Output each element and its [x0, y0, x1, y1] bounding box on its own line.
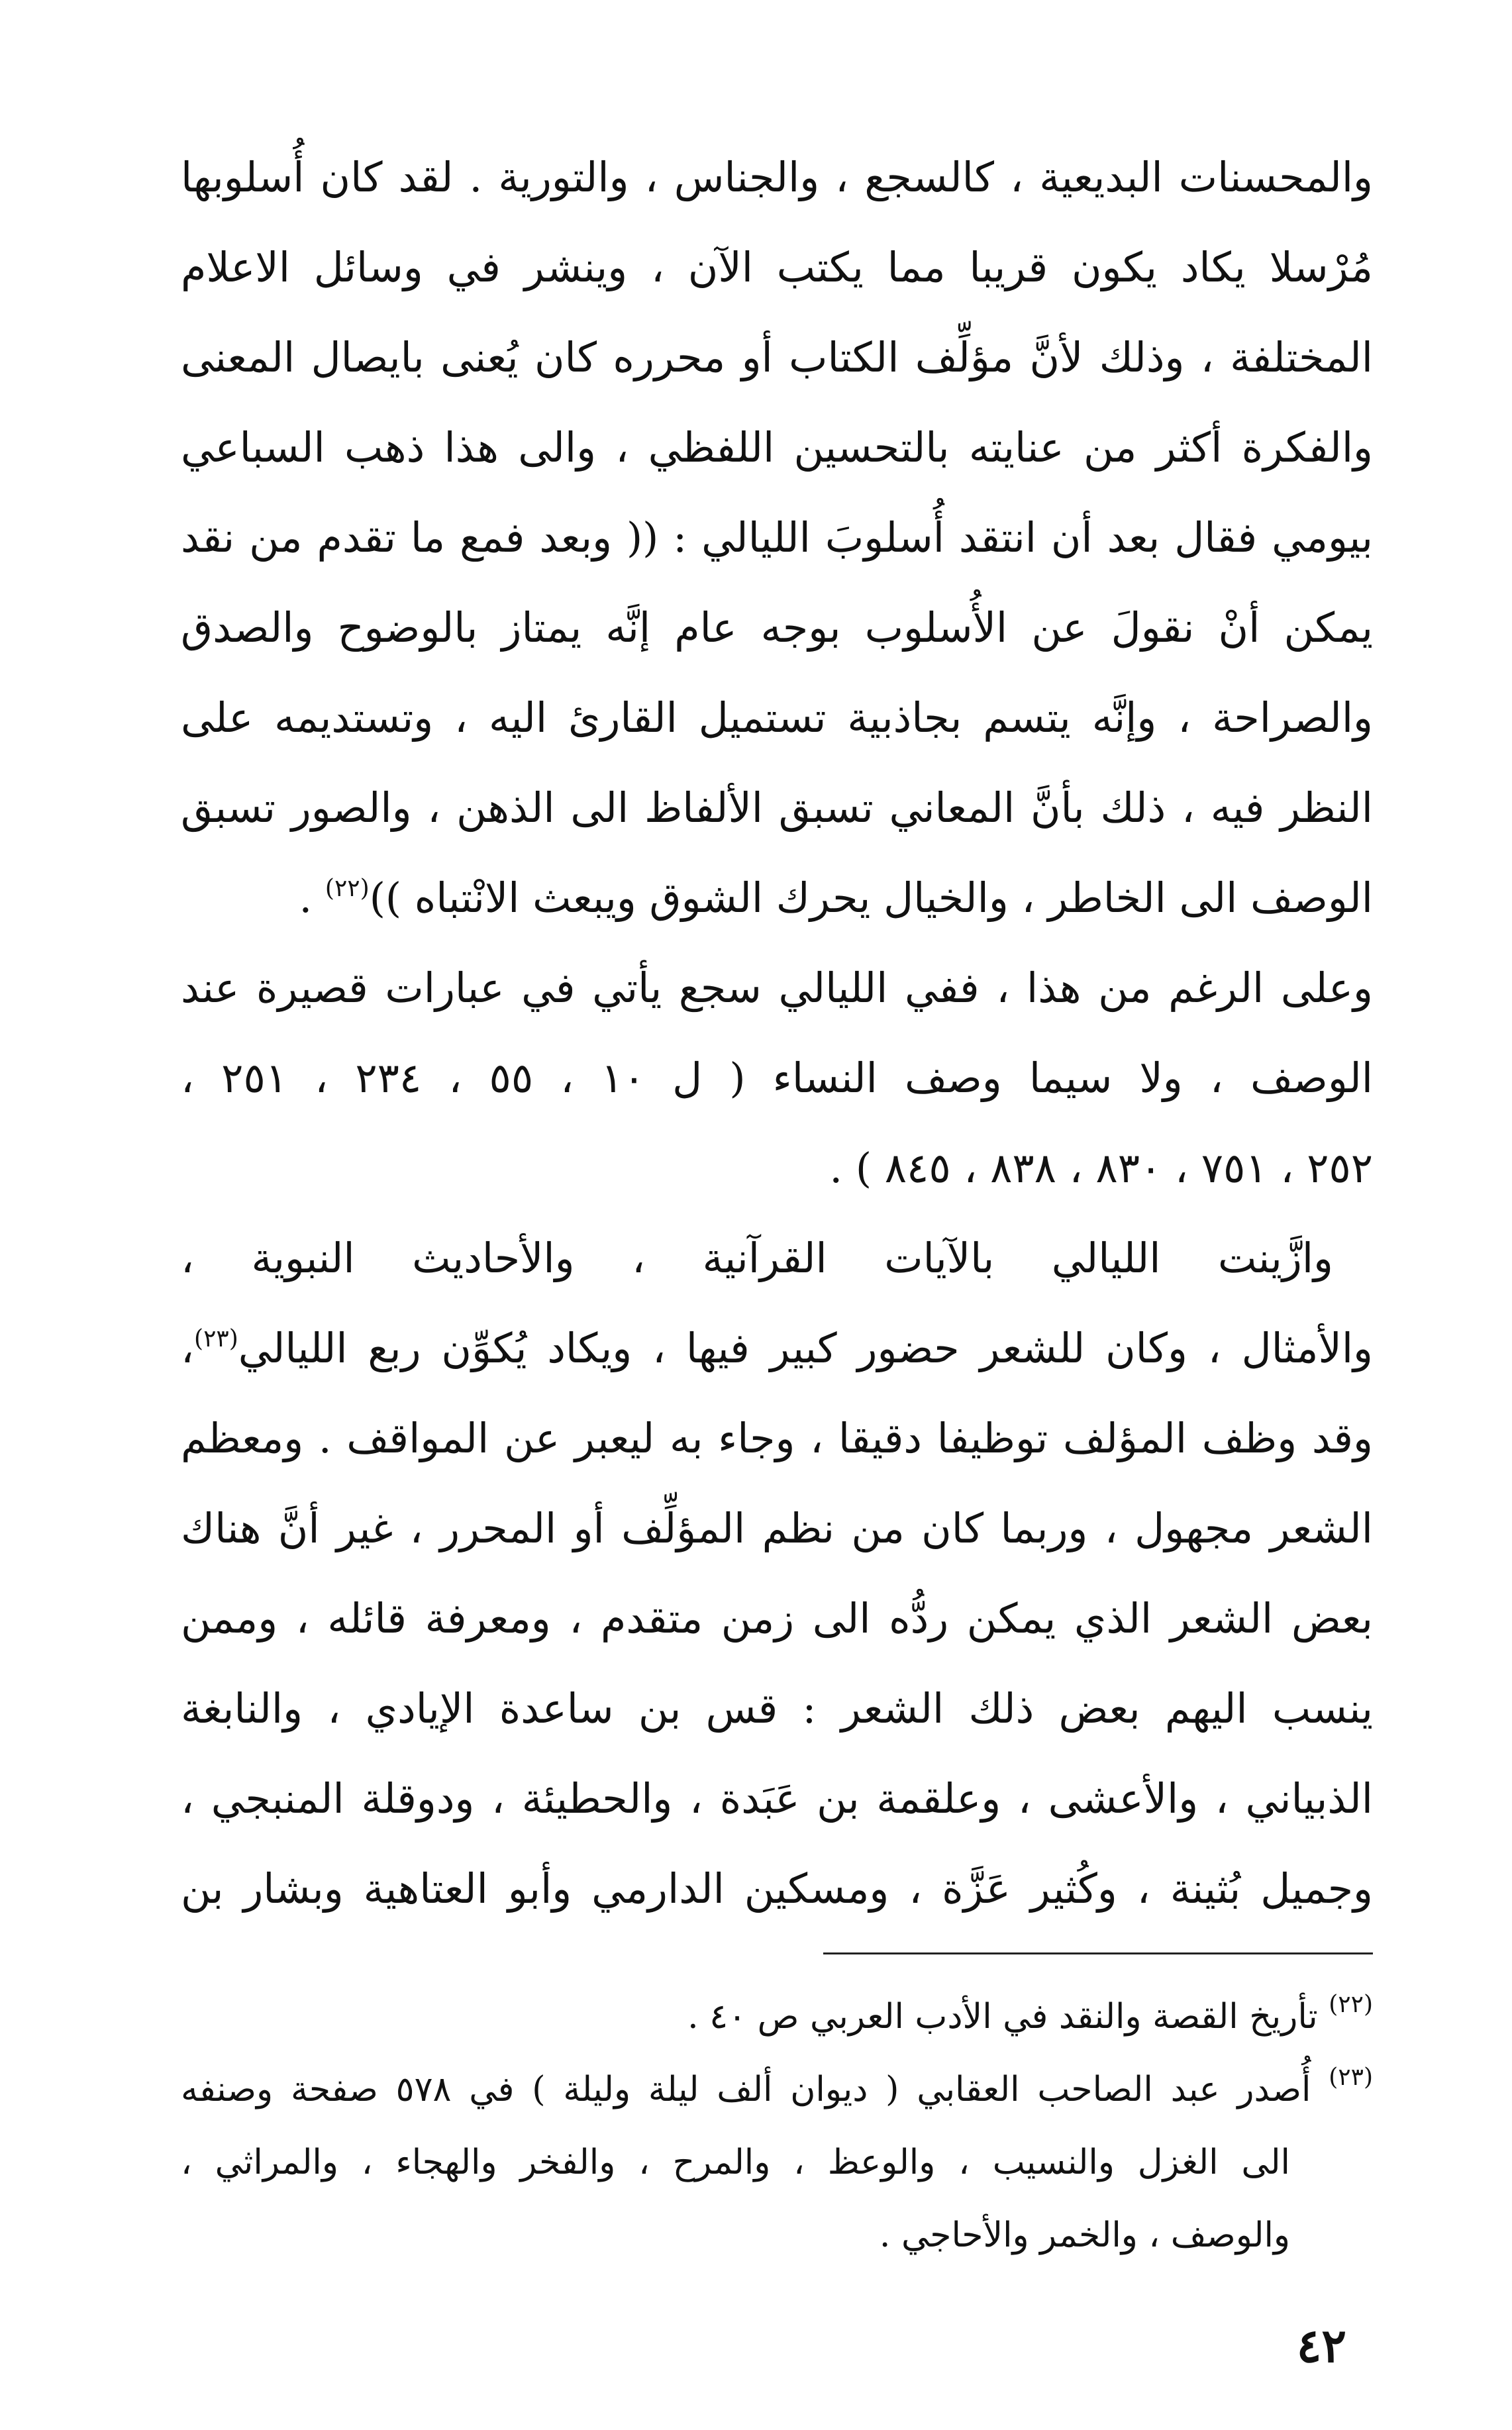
- text-line: مُرْسلا يكاد يكون قريبا مما يكتب الآن ، وينشر في وسائل الاعلام: [181, 243, 1373, 291]
- footnote-text: أُصدر عبد الصاحب العقابي ( ديوان ألف ليلة وليلة ) في ٥٧٨ صفحة وصنفه: [181, 2070, 1311, 2109]
- text-line: والصراحة ، وإنَّه يتسم بجاذبية تستميل القارئ اليه ، وتستديمه على: [181, 693, 1373, 742]
- sentence-end: .: [299, 874, 325, 922]
- poetry-share-text: والأمثال ، وكان للشعر حضور كبير فيها ، ويكاد يُكوِّن ربع الليالي: [238, 1324, 1373, 1372]
- footnote-22: [181, 1980, 1373, 2053]
- text-line: وجميل بُثينة ، وكُثير عَزَّة ، ومسكين الدارمي وأبو العتاهية وبشار بن: [181, 1864, 1373, 1913]
- text-line: وازَّينت الليالي بالآيات القرآنية ، والأحاديث النبوية ،: [181, 1234, 1333, 1282]
- paragraph-2: [181, 943, 1373, 1213]
- text-line: [181, 853, 1373, 943]
- page-number: ٤٢: [1296, 2318, 1346, 2373]
- text-line: وعلى الرغم من هذا ، ففي الليالي سجع يأتي في عبارات قصيرة عند: [181, 964, 1373, 1012]
- paragraph-3: [181, 1213, 1373, 1934]
- text-line: الوصف ، ولا سيما وصف النساء ( ل ١٠ ، ٥٥ ، ٢٣٤ ، ٢٥١ ،: [181, 1054, 1373, 1102]
- text-line: النظر فيه ، ذلك بأنَّ المعاني تسبق الألفاظ الى الذهن ، والصور تسبق: [181, 784, 1373, 832]
- main-text: [181, 132, 1373, 1934]
- footnote-ref-22: (٢٢): [325, 875, 370, 902]
- comma: ،: [181, 1324, 195, 1372]
- text-line: يمكن أنْ نقولَ عن الأُسلوب بوجه عام إنَّه يمتاز بالوضوح والصدق: [181, 603, 1373, 652]
- quote-end-text: الوصف الى الخاطر ، والخيال يحرك الشوق ويبعث الانْتباه )): [369, 874, 1373, 922]
- footnote-continuation: الى الغزل والنسيب ، والوعظ ، والمرح ، والفخر والهجاء ، والمراثي ،: [181, 2143, 1290, 2182]
- text-line: والمحسنات البديعية ، كالسجع ، والجناس ، والتورية . لقد كان أُسلوبها: [181, 153, 1373, 201]
- text-line: بيومي فقال بعد أن انتقد أُسلوبَ الليالي : (( وبعد فمع ما تقدم من نقد: [181, 513, 1373, 562]
- footnote-continuation: والوصف ، والخمر والأحاجي .: [879, 2215, 1290, 2255]
- footnote-number: (٢٢): [1329, 1991, 1373, 2018]
- text-line: والفكرة أكثر من عنايته بالتحسين اللفظي ، والى هذا ذهب السباعي: [181, 423, 1373, 472]
- text-line: [181, 1303, 1373, 1393]
- footnote-divider: [823, 1952, 1373, 1954]
- text-line: الذبياني ، والأعشى ، وعلقمة بن عَبَدة ، والحطيئة ، ودوقلة المنبجي ،: [181, 1774, 1373, 1823]
- text-line: ٢٥٢ ، ٧٥١ ، ٨٣٠ ، ٨٣٨ ، ٨٤٥ ) .: [829, 1144, 1373, 1192]
- footnotes: [181, 1980, 1373, 2272]
- footnote-ref-23: (٢٣): [194, 1325, 238, 1352]
- text-line: المختلفة ، وذلك لأنَّ مؤلِّف الكتاب أو محرره كان يُعنى بايصال المعنى: [181, 333, 1373, 381]
- footnote-23: [181, 2053, 1373, 2126]
- text-line: وقد وظف المؤلف توظيفا دقيقا ، وجاء به ليعبر عن المواقف . ومعظم: [181, 1414, 1373, 1462]
- text-line: الشعر مجهول ، وربما كان من نظم المؤلِّف أو المحرر ، غير أنَّ هناك: [181, 1504, 1373, 1552]
- footnote-text: تأريخ القصة والنقد في الأدب العربي ص ٤٠ .: [687, 1997, 1318, 2037]
- paragraph-1: [181, 132, 1373, 943]
- text-line: ينسب اليهم بعض ذلك الشعر : قس بن ساعدة الإيادي ، والنابغة: [181, 1684, 1373, 1733]
- footnote-number: (٢٣): [1329, 2064, 1374, 2091]
- text-line: بعض الشعر الذي يمكن ردُّه الى زمن متقدم ، ومعرفة قائله ، وممن: [181, 1594, 1373, 1643]
